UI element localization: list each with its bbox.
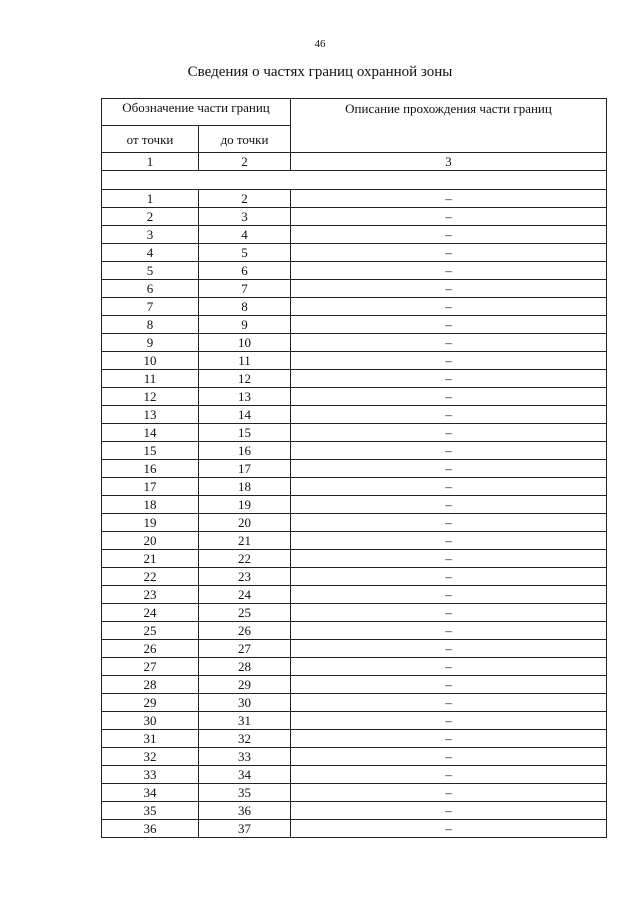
from-point-cell: 29 bbox=[102, 694, 199, 712]
description-cell: – bbox=[291, 532, 607, 550]
description-cell: – bbox=[291, 550, 607, 568]
column-number-3: 3 bbox=[291, 153, 607, 171]
header-to-point: до точки bbox=[199, 126, 291, 153]
from-point-cell: 16 bbox=[102, 460, 199, 478]
description-cell: – bbox=[291, 424, 607, 442]
to-point-cell: 6 bbox=[199, 262, 291, 280]
to-point-cell: 20 bbox=[199, 514, 291, 532]
table-row bbox=[102, 766, 607, 784]
description-cell: – bbox=[291, 658, 607, 676]
to-point-cell: 33 bbox=[199, 748, 291, 766]
to-point-cell: 5 bbox=[199, 244, 291, 262]
from-point-cell: 3 bbox=[102, 226, 199, 244]
from-point-cell: 21 bbox=[102, 550, 199, 568]
to-point-cell: 15 bbox=[199, 424, 291, 442]
description-cell: – bbox=[291, 208, 607, 226]
description-cell: – bbox=[291, 766, 607, 784]
description-cell: – bbox=[291, 370, 607, 388]
to-point-cell: 34 bbox=[199, 766, 291, 784]
description-cell: – bbox=[291, 568, 607, 586]
description-cell: – bbox=[291, 622, 607, 640]
to-point-cell: 35 bbox=[199, 784, 291, 802]
description-cell: – bbox=[291, 694, 607, 712]
table-row bbox=[102, 262, 607, 280]
to-point-cell: 3 bbox=[199, 208, 291, 226]
from-point-cell: 10 bbox=[102, 352, 199, 370]
table-row bbox=[102, 586, 607, 604]
to-point-cell: 30 bbox=[199, 694, 291, 712]
description-cell: – bbox=[291, 280, 607, 298]
page-number: 46 bbox=[314, 38, 326, 50]
from-point-cell: 8 bbox=[102, 316, 199, 334]
table-row bbox=[102, 514, 607, 532]
from-point-cell: 12 bbox=[102, 388, 199, 406]
document-title: Сведения о частях границ охранной зоны bbox=[187, 64, 453, 80]
from-point-cell: 6 bbox=[102, 280, 199, 298]
from-point-cell: 7 bbox=[102, 298, 199, 316]
table-row bbox=[102, 280, 607, 298]
table-row bbox=[102, 568, 607, 586]
description-cell: – bbox=[291, 748, 607, 766]
from-point-cell: 25 bbox=[102, 622, 199, 640]
boundary-parts-table bbox=[101, 98, 607, 838]
from-point-cell: 23 bbox=[102, 586, 199, 604]
from-point-cell: 36 bbox=[102, 820, 199, 838]
from-point-cell: 35 bbox=[102, 802, 199, 820]
from-point-cell: 4 bbox=[102, 244, 199, 262]
to-point-cell: 14 bbox=[199, 406, 291, 424]
table-row bbox=[102, 460, 607, 478]
from-point-cell: 19 bbox=[102, 514, 199, 532]
to-point-cell: 18 bbox=[199, 478, 291, 496]
description-cell: – bbox=[291, 640, 607, 658]
to-point-cell: 27 bbox=[199, 640, 291, 658]
to-point-cell: 28 bbox=[199, 658, 291, 676]
table-row bbox=[102, 496, 607, 514]
to-point-cell: 19 bbox=[199, 496, 291, 514]
from-point-cell: 30 bbox=[102, 712, 199, 730]
table-row bbox=[102, 388, 607, 406]
to-point-cell: 36 bbox=[199, 802, 291, 820]
table-row bbox=[102, 820, 607, 838]
from-point-cell: 5 bbox=[102, 262, 199, 280]
description-cell: – bbox=[291, 244, 607, 262]
from-point-cell: 22 bbox=[102, 568, 199, 586]
to-point-cell: 23 bbox=[199, 568, 291, 586]
from-point-cell: 26 bbox=[102, 640, 199, 658]
description-cell: – bbox=[291, 334, 607, 352]
table-row bbox=[102, 298, 607, 316]
description-cell: – bbox=[291, 802, 607, 820]
table-row bbox=[102, 316, 607, 334]
from-point-cell: 11 bbox=[102, 370, 199, 388]
to-point-cell: 17 bbox=[199, 460, 291, 478]
from-point-cell: 20 bbox=[102, 532, 199, 550]
from-point-cell: 14 bbox=[102, 424, 199, 442]
to-point-cell: 16 bbox=[199, 442, 291, 460]
to-point-cell: 21 bbox=[199, 532, 291, 550]
table-row bbox=[102, 784, 607, 802]
from-point-cell: 24 bbox=[102, 604, 199, 622]
description-cell: – bbox=[291, 442, 607, 460]
table-row bbox=[102, 550, 607, 568]
to-point-cell: 37 bbox=[199, 820, 291, 838]
description-cell: – bbox=[291, 262, 607, 280]
from-point-cell: 17 bbox=[102, 478, 199, 496]
to-point-cell: 12 bbox=[199, 370, 291, 388]
to-point-cell: 29 bbox=[199, 676, 291, 694]
to-point-cell: 7 bbox=[199, 280, 291, 298]
table-row bbox=[102, 334, 607, 352]
to-point-cell: 13 bbox=[199, 388, 291, 406]
header-from-point: от точки bbox=[102, 126, 199, 153]
table-row bbox=[102, 208, 607, 226]
from-point-cell: 13 bbox=[102, 406, 199, 424]
table-row bbox=[102, 424, 607, 442]
to-point-cell: 2 bbox=[199, 190, 291, 208]
from-point-cell: 34 bbox=[102, 784, 199, 802]
description-cell: – bbox=[291, 604, 607, 622]
to-point-cell: 10 bbox=[199, 334, 291, 352]
description-cell: – bbox=[291, 784, 607, 802]
description-cell: – bbox=[291, 298, 607, 316]
table-row bbox=[102, 658, 607, 676]
from-point-cell: 15 bbox=[102, 442, 199, 460]
description-cell: – bbox=[291, 820, 607, 838]
blank-separator-row bbox=[102, 171, 607, 190]
to-point-cell: 31 bbox=[199, 712, 291, 730]
table-row bbox=[102, 712, 607, 730]
table-row bbox=[102, 406, 607, 424]
table-row bbox=[102, 694, 607, 712]
table-body bbox=[102, 190, 607, 838]
table-row bbox=[102, 478, 607, 496]
header-boundary-designation: Обозначение части границ bbox=[102, 99, 291, 126]
to-point-cell: 24 bbox=[199, 586, 291, 604]
to-point-cell: 8 bbox=[199, 298, 291, 316]
table-row bbox=[102, 352, 607, 370]
description-cell: – bbox=[291, 460, 607, 478]
to-point-cell: 4 bbox=[199, 226, 291, 244]
from-point-cell: 1 bbox=[102, 190, 199, 208]
table-row bbox=[102, 226, 607, 244]
from-point-cell: 2 bbox=[102, 208, 199, 226]
to-point-cell: 25 bbox=[199, 604, 291, 622]
description-cell: – bbox=[291, 388, 607, 406]
description-cell: – bbox=[291, 514, 607, 532]
description-cell: – bbox=[291, 190, 607, 208]
description-cell: – bbox=[291, 496, 607, 514]
to-point-cell: 22 bbox=[199, 550, 291, 568]
description-cell: – bbox=[291, 406, 607, 424]
table-row bbox=[102, 532, 607, 550]
to-point-cell: 9 bbox=[199, 316, 291, 334]
from-point-cell: 31 bbox=[102, 730, 199, 748]
table-row bbox=[102, 730, 607, 748]
from-point-cell: 27 bbox=[102, 658, 199, 676]
to-point-cell: 11 bbox=[199, 352, 291, 370]
table-row bbox=[102, 442, 607, 460]
description-cell: – bbox=[291, 316, 607, 334]
from-point-cell: 33 bbox=[102, 766, 199, 784]
table-row bbox=[102, 748, 607, 766]
from-point-cell: 18 bbox=[102, 496, 199, 514]
table-row bbox=[102, 640, 607, 658]
description-cell: – bbox=[291, 676, 607, 694]
table-row bbox=[102, 676, 607, 694]
header-boundary-description: Описание прохождения части границ bbox=[291, 99, 607, 153]
table-row bbox=[102, 244, 607, 262]
description-cell: – bbox=[291, 712, 607, 730]
column-number-2: 2 bbox=[199, 153, 291, 171]
table-row bbox=[102, 190, 607, 208]
to-point-cell: 26 bbox=[199, 622, 291, 640]
description-cell: – bbox=[291, 586, 607, 604]
table-row bbox=[102, 622, 607, 640]
description-cell: – bbox=[291, 226, 607, 244]
to-point-cell: 32 bbox=[199, 730, 291, 748]
table-row bbox=[102, 370, 607, 388]
from-point-cell: 32 bbox=[102, 748, 199, 766]
table-row bbox=[102, 604, 607, 622]
from-point-cell: 9 bbox=[102, 334, 199, 352]
column-number-1: 1 bbox=[102, 153, 199, 171]
description-cell: – bbox=[291, 352, 607, 370]
table-row bbox=[102, 802, 607, 820]
description-cell: – bbox=[291, 730, 607, 748]
from-point-cell: 28 bbox=[102, 676, 199, 694]
description-cell: – bbox=[291, 478, 607, 496]
